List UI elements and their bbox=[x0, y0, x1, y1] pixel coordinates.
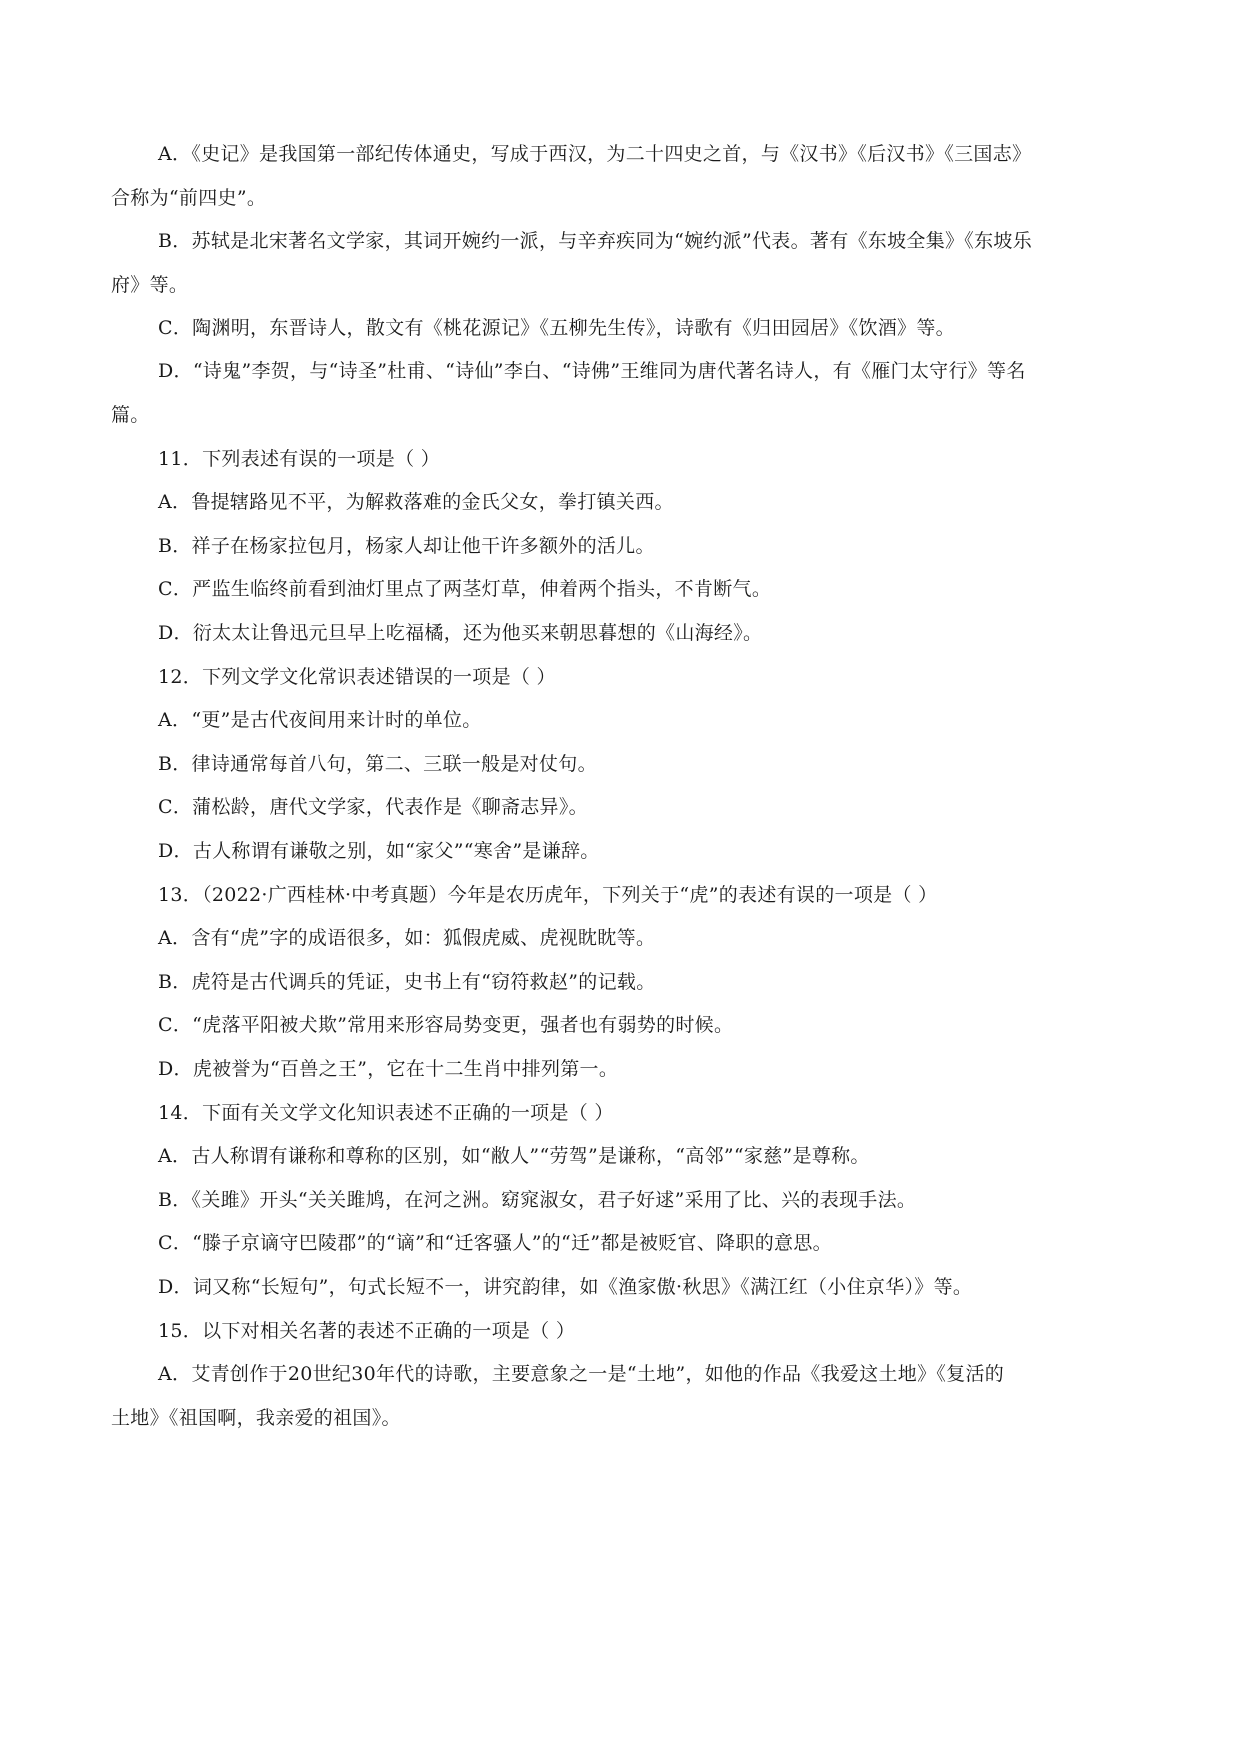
q14-option-a: A．古人称谓有谦称和尊称的区别，如“敝人”“劳驾”是谦称，“高邻”“家慈”是尊称。 bbox=[158, 1145, 870, 1167]
q11-option-c: C．严监生临终前看到油灯里点了两茎灯草，伸着两个指头，不肯断气。 bbox=[158, 578, 772, 600]
q13-option-b: B．虎符是古代调兵的凭证，史书上有“窃符救赵”的记载。 bbox=[158, 971, 656, 993]
q13-option-c: C．“虎落平阳被犬欺”常用来形容局势变更，强者也有弱势的时候。 bbox=[158, 1014, 734, 1036]
q14-option-b: B．《关雎》开头“关关雎鸠，在河之洲。窈窕淑女，君子好逑”采用了比、兴的表现手法。 bbox=[158, 1189, 917, 1211]
q11-option-a: A．鲁提辖路见不平，为解救落难的金氏父女，拳打镇关西。 bbox=[158, 491, 674, 513]
q15-stem: 15．以下对相关名著的表述不正确的一项是（ ） bbox=[158, 1320, 576, 1342]
q11-option-b: B．祥子在杨家拉包月，杨家人却让他干许多额外的活儿。 bbox=[158, 535, 655, 557]
q14-option-d: D．词又称“长短句”，句式长短不一，讲究韵律，如《渔家傲·秋思》《满江红（小住京华）》等。 bbox=[158, 1276, 973, 1298]
q13-stem: 13．（2022·广西桂林·中考真题）今年是农历虎年，下列关于“虎”的表述有误的一项是（ ） bbox=[158, 884, 938, 906]
q12-option-c: C．蒲松龄，唐代文学家，代表作是《聊斋志异》。 bbox=[158, 796, 588, 818]
q14-option-c: C．“滕子京谪守巴陵郡”的“谪”和“迁客骚人”的“迁”都是被贬官、降职的意思。 bbox=[158, 1232, 832, 1254]
q10-option-c: C．陶渊明，东晋诗人，散文有《桃花源记》《五柳先生传》，诗歌有《归田园居》《饮酒》等。 bbox=[158, 317, 955, 339]
q12-stem: 12．下列文学文化常识表述错误的一项是（ ） bbox=[158, 666, 556, 688]
q15-option-a-line1: A．艾青创作于20世纪30年代的诗歌，主要意象之一是“土地”，如他的作品《我爱这土地》《复活的 bbox=[158, 1363, 1005, 1385]
q11-option-d: D．衍太太让鲁迅元旦早上吃福橘，还为他买来朝思暮想的《山海经》。 bbox=[158, 622, 763, 644]
q10-option-d-line2: 篇。 bbox=[111, 404, 150, 426]
q12-option-d: D．古人称谓有谦敬之别，如“家父”“寒舍”是谦辞。 bbox=[158, 840, 600, 862]
q15-option-a-line2: 土地》《祖国啊，我亲爱的祖国》。 bbox=[111, 1407, 401, 1429]
q10-option-d-line1: D．“诗鬼”李贺，与“诗圣”杜甫、“诗仙”李白、“诗佛”王维同为唐代著名诗人，有《雁门太守行》等名 bbox=[158, 360, 1026, 382]
q11-stem: 11．下列表述有误的一项是（ ） bbox=[158, 448, 441, 470]
q10-option-a-line1: A．《史记》是我国第一部纪传体通史，写成于西汉，为二十四史之首，与《汉书》《后汉书》《三国志》 bbox=[158, 143, 1032, 165]
q10-option-b-line1: B．苏轼是北宋著名文学家，其词开婉约一派，与辛弃疾同为“婉约派”代表。著有《东坡全集》《东坡乐 bbox=[158, 230, 1032, 252]
q10-option-a-line2: 合称为“前四史”。 bbox=[111, 187, 267, 209]
q14-stem: 14．下面有关文学文化知识表述不正确的一项是（ ） bbox=[158, 1102, 614, 1124]
q10-option-b-line2: 府》等。 bbox=[111, 274, 189, 296]
q13-option-a: A．含有“虎”字的成语很多，如：狐假虎威、虎视眈眈等。 bbox=[158, 927, 656, 949]
q13-option-d: D．虎被誉为“百兽之王”，它在十二生肖中排列第一。 bbox=[158, 1058, 619, 1080]
q12-option-b: B．律诗通常每首八句，第二、三联一般是对仗句。 bbox=[158, 753, 597, 775]
q12-option-a: A．“更”是古代夜间用来计时的单位。 bbox=[158, 709, 482, 731]
